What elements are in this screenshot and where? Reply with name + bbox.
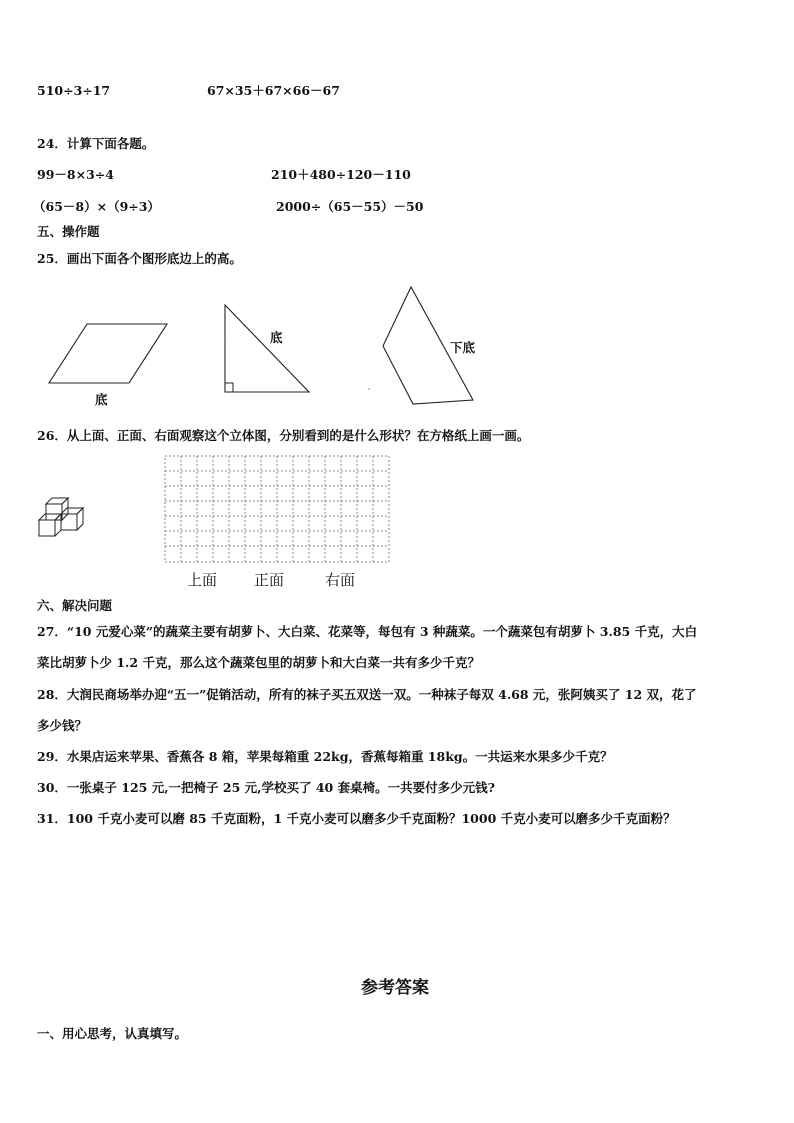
cube-solid-figure bbox=[39, 498, 83, 536]
q24-expression-3: （65－8）×（9÷3） bbox=[33, 199, 160, 214]
section-6-heading: 六、解决问题 bbox=[37, 598, 113, 613]
dashed-grid-paper bbox=[165, 456, 389, 562]
section-5-heading: 五、操作题 bbox=[37, 224, 100, 239]
view-label-top: 上面 bbox=[187, 571, 218, 589]
answers-heading: 参考答案 bbox=[361, 978, 429, 998]
question-31: 31．100 千克小麦可以磨 85 千克面粉，1 千克小麦可以磨多少千克面粉？1000 千克小麦可以磨多少千克面粉？ bbox=[37, 811, 676, 826]
question-28-line-2: 多少钱？ bbox=[37, 718, 88, 733]
q24-expression-1: 99－8×3÷4 bbox=[37, 167, 114, 182]
question-25-title: 25．画出下面各个图形底边上的高。 bbox=[37, 251, 242, 266]
parallelogram-base-label: 底 bbox=[95, 392, 108, 407]
view-label-front: 正面 bbox=[254, 571, 285, 589]
view-label-right: 右面 bbox=[325, 571, 356, 589]
expression-67: 67×35＋67×66－67 bbox=[207, 83, 340, 98]
question-27-line-1: 27．“10 元爱心菜”的蔬菜主要有胡萝卜、大白菜、花菜等，每包有 3 种蔬菜。一个蔬菜包有胡萝卜 3.85 千克，大白 bbox=[37, 624, 698, 639]
answers-section-1: 一、用心思考，认真填写。 bbox=[37, 1026, 188, 1041]
question-26-title: 26．从上面、正面、右面观察这个立体图，分别看到的是什么形状？在方格纸上画一画。 bbox=[37, 428, 530, 443]
question-28-line-1: 28．大润民商场举办迎“五一”促销活动，所有的袜子买五双送一双。一种袜子每双 4.68 元，张阿姨买了 12 双，花了 bbox=[37, 687, 697, 702]
q24-expression-2: 210＋480÷120－110 bbox=[271, 167, 411, 182]
trapezoid-base-label: 下底 bbox=[450, 340, 476, 355]
expression-510: 510÷3÷17 bbox=[37, 83, 111, 98]
question-24-title: 24．计算下面各题。 bbox=[37, 136, 155, 151]
question-29: 29．水果店运来苹果、香蕉各 8 箱，苹果每箱重 22kg，香蕉每箱重 18kg。一共运来水果多少千克？ bbox=[37, 749, 613, 764]
question-30: 30．一张桌子 125 元,一把椅子 25 元,学校买了 40 套桌椅。一共要付多少元钱? bbox=[37, 780, 495, 795]
q24-expression-4: 2000÷（65－55）－50 bbox=[276, 199, 424, 214]
question-27-line-2: 菜比胡萝卜少 1.2 千克，那么这个蔬菜包里的胡萝卜和大白菜一共有多少千克？ bbox=[37, 655, 480, 670]
triangle-base-label: 底 bbox=[270, 330, 283, 345]
